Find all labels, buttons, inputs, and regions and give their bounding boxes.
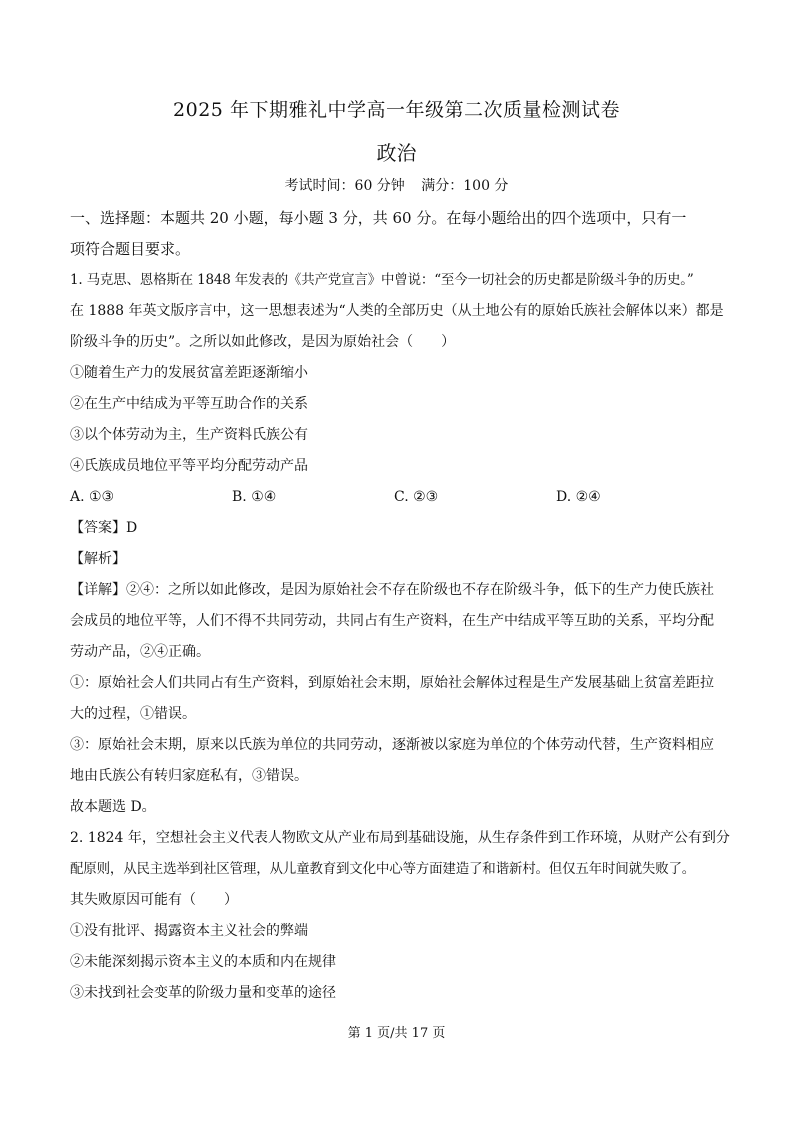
- analysis-label: 【解析】: [70, 551, 126, 567]
- section-heading-line: 项符合题目要求。: [70, 240, 191, 258]
- question-stem-line: 2. 1824 年，空想社会主义代表人物欧文从产业布局到基础设施，从生存条件到工作环境，从财产公有到分: [70, 830, 730, 846]
- detail-line: 大的过程，①错误。: [70, 706, 196, 722]
- question-item: ①随着生产力的发展贫富差距逐渐缩小: [70, 365, 308, 381]
- question-item: ②在生产中结成为平等互助合作的关系: [70, 396, 308, 412]
- exam-time: 考试时间：60 分钟: [284, 178, 405, 194]
- option-d: D. ②④: [556, 489, 601, 505]
- question-stem-line: 配原则，从民主选举到社区管理，从儿童教育到文化中心等方面建造了和谐新村。但仅五年时间就失败了。: [70, 861, 696, 877]
- option-b: B. ①④: [232, 489, 277, 505]
- option-c: C. ②③: [394, 489, 439, 505]
- question-item: ①没有批评、揭露资本主义社会的弊端: [70, 923, 308, 939]
- question-item: ④氏族成员地位平等平均分配劳动产品: [70, 458, 308, 474]
- exam-content: [70, 203, 730, 1009]
- detail-line: ③：原始社会末期，原来以氏族为单位的共同劳动，逐渐被以家庭为单位的个体劳动代替，生产资料相应: [70, 737, 714, 753]
- question-stem-line: 其失败原因可能有（ ）: [70, 892, 238, 908]
- answer-line: 【答案】D: [70, 520, 138, 536]
- option-a: A. ①③: [70, 489, 115, 505]
- question-stem-line: 在 1888 年英文版序言中，这一思想表述为“人类的全部历史（从土地公有的原始氏族社会解体以来）都是: [70, 303, 724, 319]
- detail-line: ①：原始社会人们共同占有生产资料，到原始社会末期，原始社会解体过程是生产发展基础上贫富差距拉: [70, 675, 714, 691]
- page-footer: 第 1 页/共 17 页: [347, 1026, 446, 1041]
- exam-subject: 政治: [376, 141, 417, 165]
- question-stem-line: 1. 马克思、恩格斯在 1848 年发表的《共产党宣言》中曾说：“至今一切社会的历史都是阶级斗争的历史。”: [70, 272, 694, 288]
- question-item: ③以个体劳动为主，生产资料氏族公有: [70, 427, 308, 443]
- exam-score: 满分：100 分: [421, 178, 509, 194]
- exam-info: [0, 175, 793, 197]
- question-item: ②未能深刻揭示资本主义的本质和内在规律: [70, 954, 336, 970]
- detail-line: 【详解】②④：之所以如此修改，是因为原始社会不存在阶级也不存在阶级斗争，低下的生产力使氏族社: [70, 582, 714, 598]
- detail-line: 地由氏族公有转归家庭私有，③错误。: [70, 768, 308, 784]
- conclusion-line: 故本题选 D。: [70, 799, 156, 815]
- section-heading-line: 一、选择题：本题共 20 小题，每小题 3 分，共 60 分。在每小题给出的四个选项中，只有一: [70, 209, 687, 227]
- question-stem-line: 阶级斗争的历史”。之所以如此修改，是因为原始社会（ ）: [70, 334, 456, 350]
- answer-options: [70, 482, 730, 513]
- detail-line: 会成员的地位平等，人们不得不共同劳动，共同占有生产资料，在生产中结成平等互助的关系，平均分配: [70, 613, 714, 629]
- question-item: ③未找到社会变革的阶级力量和变革的途径: [70, 985, 336, 1001]
- exam-title: 2025 年下期雅礼中学高一年级第二次质量检测试卷: [173, 99, 620, 121]
- detail-line: 劳动产品，②④正确。: [70, 644, 210, 660]
